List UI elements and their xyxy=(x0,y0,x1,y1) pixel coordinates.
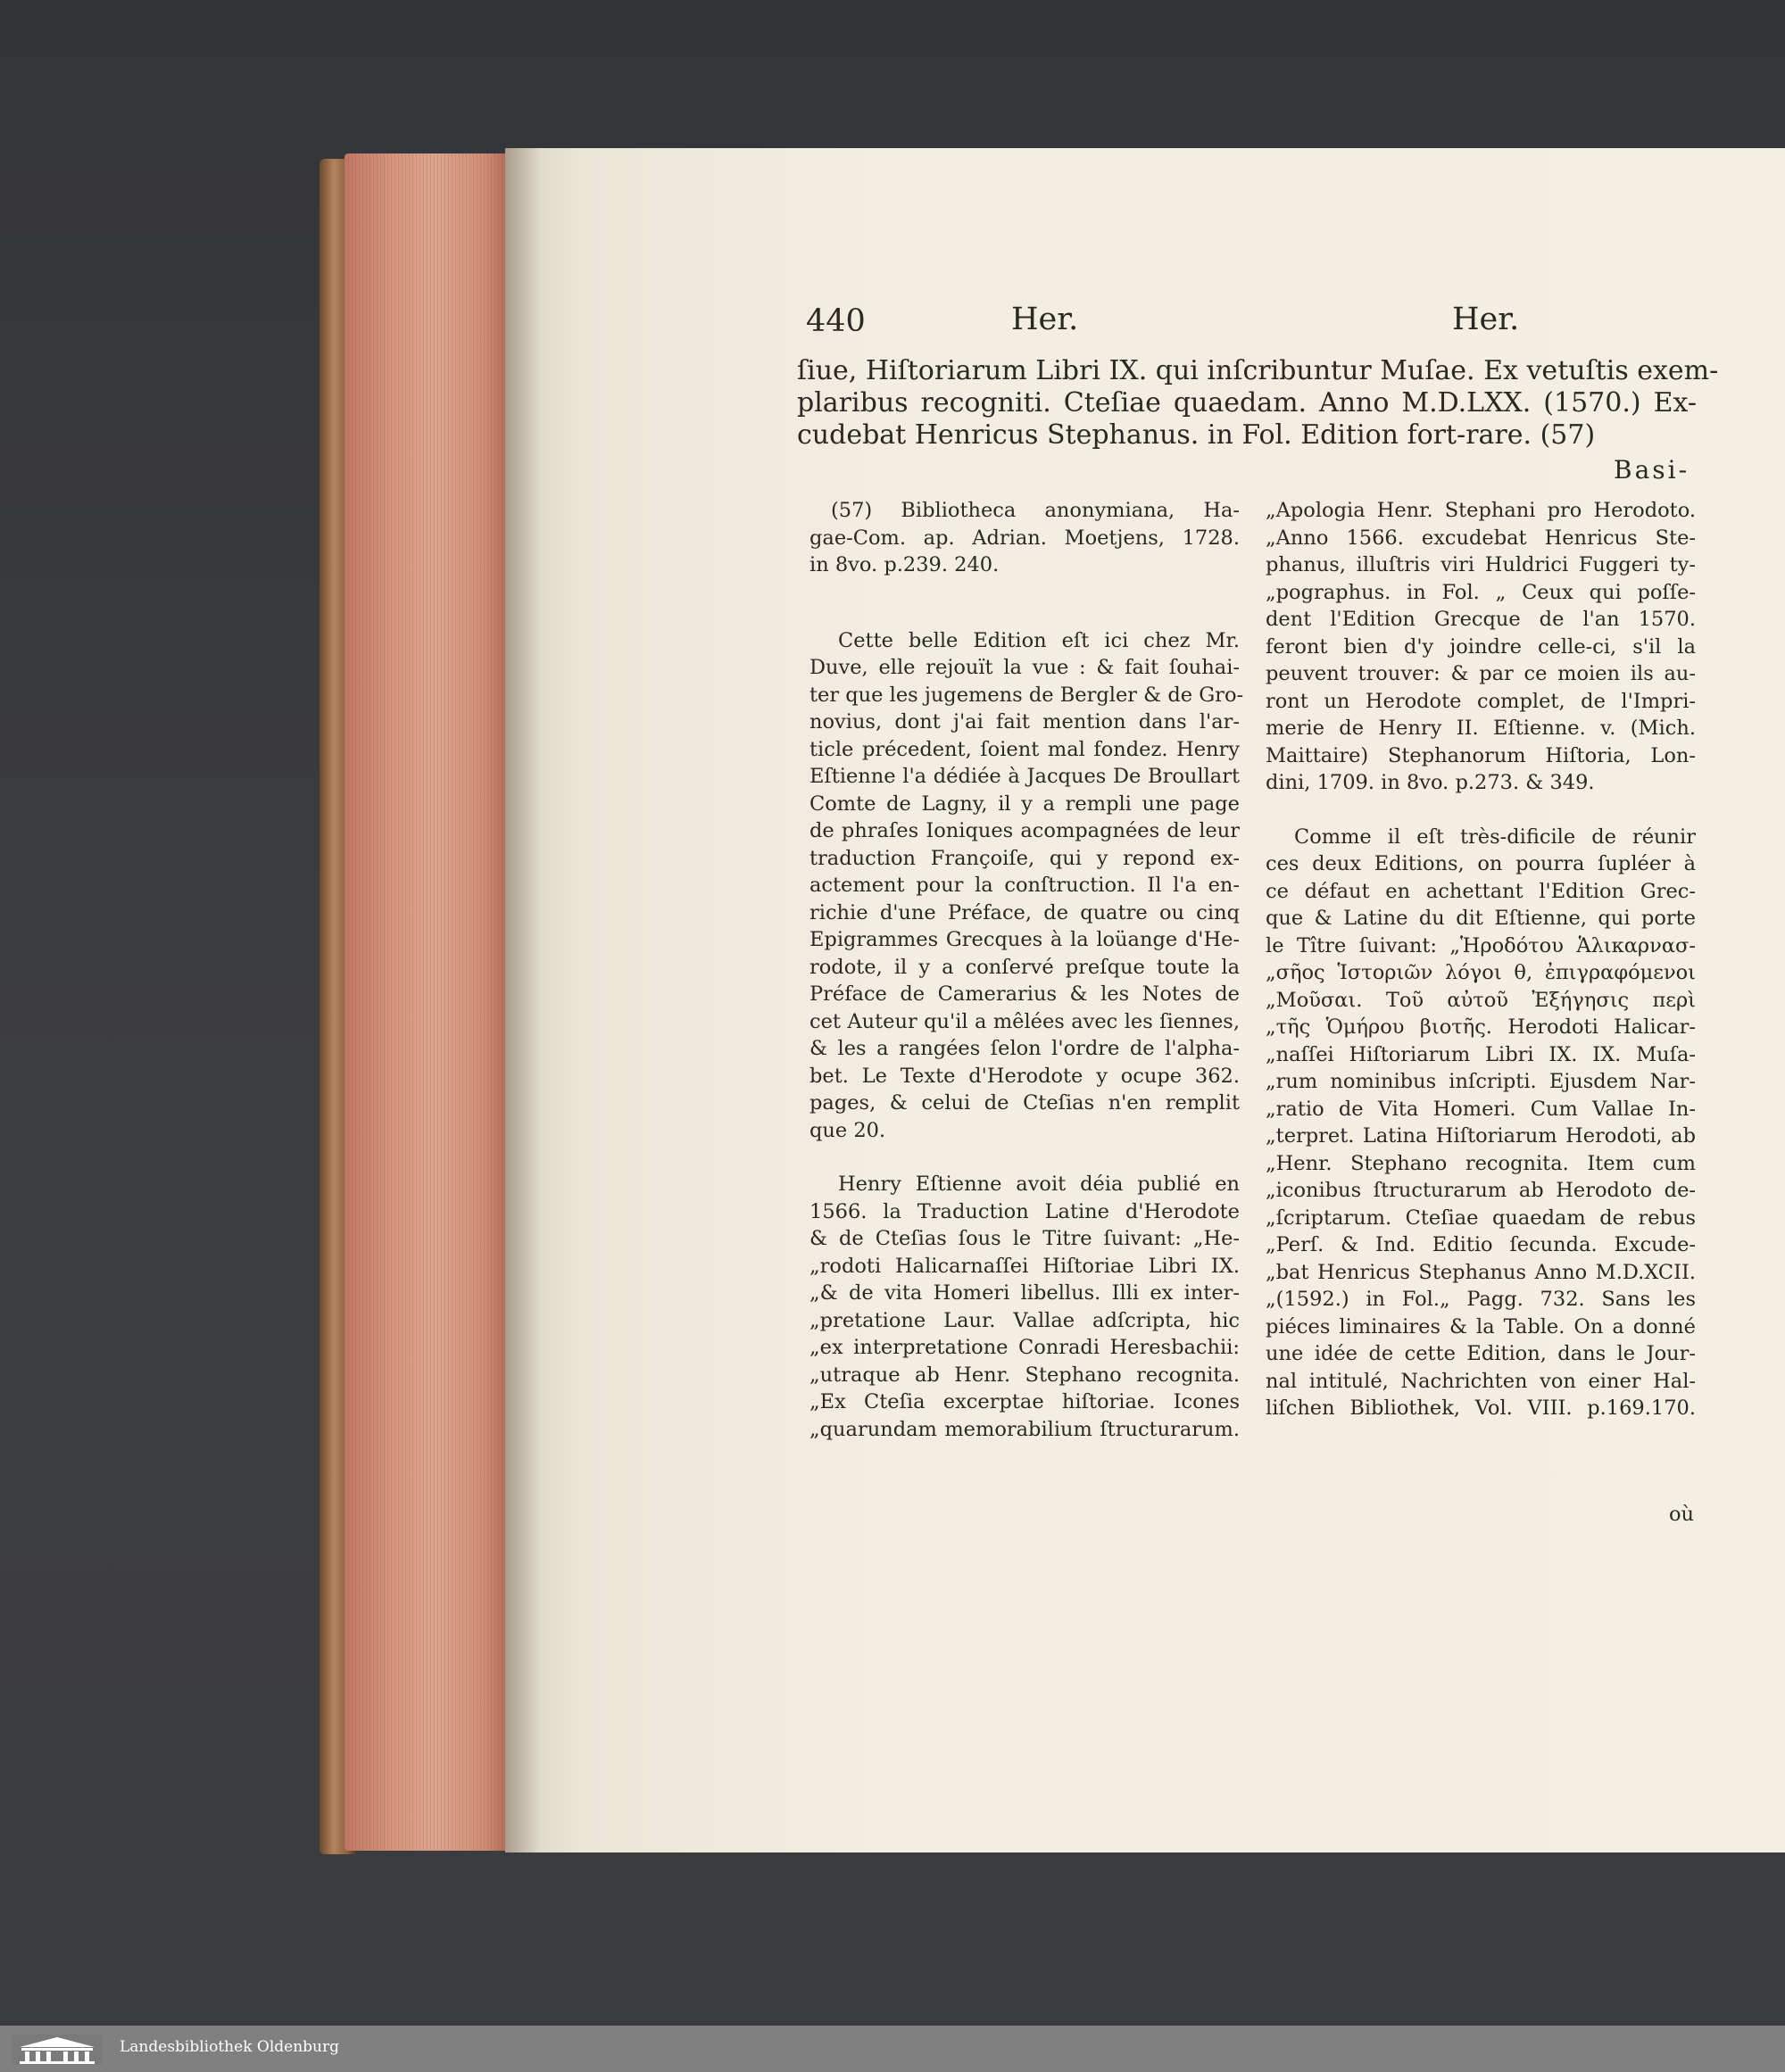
text-line: „iconibus ſtructurarum ab Herodoto de- xyxy=(1266,1179,1696,1202)
text-line: ces deux Editions, on pourra ſupléer à xyxy=(1266,852,1696,875)
text-line: „Anno 1566. excudebat Henricus Ste- xyxy=(1266,526,1696,550)
text-line: „Perſ. & Ind. Editio ſecunda. Excude- xyxy=(1266,1233,1696,1256)
text-line: ticle précedent, ſoient mal fondez. Henry xyxy=(809,737,1240,761)
text-line: „rodoti Halicarnaſſei Hiſtoriae Libri IX. xyxy=(809,1254,1240,1278)
text-line: Epigrammes Grecques à la loüange d'He- xyxy=(809,928,1240,951)
text-line: in 8vo. p.239. 240. xyxy=(809,553,1000,576)
paragraph-gap xyxy=(809,579,1240,604)
text-line: „Μοῦσαι. Τοῦ αὐτοῦ Ἐξήγησις περὶ xyxy=(1266,988,1696,1012)
text-line: merie de Henry II. Eſtienne. v. (Mich. xyxy=(1266,717,1696,740)
text-line: „bat Henricus Stephanus Anno M.D.XCII. xyxy=(1266,1260,1696,1284)
right-column xyxy=(1266,497,1696,1422)
text-line: „& de vita Homeri libellus. Illi ex inter- xyxy=(809,1281,1240,1305)
text-line: „quarundam memorabilium ſtructurarum. xyxy=(809,1417,1240,1441)
text-line: „Ex Cteſia excerptae hiſtoriae. Icones xyxy=(809,1390,1240,1413)
footnote-57 xyxy=(809,497,1240,579)
text-line: „(1592.) in Fol.„ Pagg. 732. Sans les xyxy=(1266,1288,1696,1311)
text-line: le Tître ſuivant: „Ἡροδότου Ἁλικαρνασ- xyxy=(1266,933,1696,957)
text-line: pages, & celui de Cteſias n'en remplit xyxy=(809,1091,1240,1115)
text-line: phanus, illuſtris viri Huldrici Fuggeri ty- xyxy=(1266,553,1696,576)
title-block xyxy=(797,355,1719,452)
running-head-left: Her. xyxy=(1011,302,1079,337)
library-name: Landesbibliothek Oldenburg xyxy=(120,2038,340,2056)
text-line: bet. Le Texte d'Herodote y ocupe 362. xyxy=(809,1064,1240,1088)
text-line: une idée de cette Edition, dans le Jour- xyxy=(1266,1342,1696,1365)
text-line: liſchen Bibliothek, Vol. VIII. p.169.170. xyxy=(1266,1397,1696,1420)
text-line: & les a rangées ſelon l'ordre de l'alpha- xyxy=(809,1037,1240,1060)
text-line: „ex interpretatione Conradi Heresbachii: xyxy=(809,1336,1240,1359)
text-line: 1566. la Traduction Latine d'Herodote xyxy=(809,1199,1240,1223)
text-line: „σῆος Ἱστοριῶν λόγοι θ, ἐπιγραφόμενοι xyxy=(1266,961,1696,984)
text-line: „pretatione Laur. Vallae adſcripta, hic xyxy=(809,1308,1240,1332)
page-gutter-shadow xyxy=(505,148,541,1852)
text-line: „ſcriptarum. Cteſiae quaedam de rebus xyxy=(1266,1206,1696,1230)
text-line: „ratio de Vita Homeri. Cum Vallae In- xyxy=(1266,1097,1696,1121)
text-line: actement pour la conſtruction. Il l'a en- xyxy=(809,874,1240,897)
text-line: gae-Com. ap. Adrian. Moetjens, 1728. xyxy=(809,526,1240,550)
text-line: „rum nominibus inſcripti. Ejusdem Nar- xyxy=(1266,1070,1696,1093)
text-line: traduction Françoiſe, qui y repond ex- xyxy=(809,846,1240,870)
paragraph-gap xyxy=(809,1144,1240,1171)
paragraph-gap xyxy=(809,604,1240,627)
text-line: ront un Herodote complet, de l'Impri- xyxy=(1266,689,1696,713)
text-line: novius, dont j'ai fait mention dans l'ar- xyxy=(809,710,1240,733)
text-line: „Apologia Henr. Stephani pro Herodoto. xyxy=(1266,499,1696,522)
text-line: rodote, il y a conſervé preſque toute la xyxy=(809,955,1240,979)
text-line: „Henr. Stephano recognita. Item cum xyxy=(1266,1151,1696,1175)
left-column xyxy=(809,497,1244,1443)
library-building-icon xyxy=(12,2035,102,2065)
text-line: que 20. xyxy=(809,1118,886,1142)
text-line: piéces liminaires & la Table. On a donné xyxy=(1266,1314,1696,1339)
title-line: ſiue, Hiſtoriarum Libri IX. qui inſcribuntur Muſae. Ex vetuſtis exem- xyxy=(797,355,1719,386)
text-line: „terpret. Latina Hiſtoriarum Herodoti, ab xyxy=(1266,1124,1696,1148)
text-line: „utraque ab Henr. Stephano recognita. xyxy=(809,1363,1240,1387)
text-line: feront bien d'y joindre celle-ci, s'il la xyxy=(1266,634,1696,659)
text-line: „pographus. in Fol. „ Ceux qui poſſe- xyxy=(1266,580,1696,604)
text-line: peuvent trouver: & par ce moien ils au- xyxy=(1266,662,1696,685)
text-line: Comte de Lagny, il y a rempli une page xyxy=(809,792,1240,816)
text-line: Eſtienne l'a dédiée à Jacques De Broullart xyxy=(809,765,1240,788)
page-block-edge xyxy=(345,153,509,1851)
text-line: que & Latine du dit Eſtienne, qui porte xyxy=(1266,907,1696,930)
text-line: cet Auteur qu'il a mêlées avec les ſiennes, xyxy=(809,1009,1240,1033)
text-line: Cette belle Edition eſt ici chez Mr. xyxy=(838,628,1240,652)
running-head-right: Her. xyxy=(1452,302,1520,337)
paragraph xyxy=(1266,497,1696,797)
text-line: & de Cteſias ſous le Titre ſuivant: „He- xyxy=(809,1227,1240,1250)
text-line: dent l'Edition Grecque de l'an 1570. xyxy=(1266,608,1696,631)
text-line: (57) Bibliotheca anonymiana, Ha- xyxy=(831,499,1240,522)
text-line: de phraſes Ioniques acompagnées de leur xyxy=(809,819,1240,842)
paragraph xyxy=(1266,824,1696,1422)
text-line: „τῆς Ὁμήρου βιοτῆς. Herodoti Halicar- xyxy=(1266,1015,1696,1039)
title-line: cudebat Henricus Stephanus. in Fol. Edition fort-rare. (57) xyxy=(797,419,1596,451)
text-line: Duve, elle rejouït la vue : & fait ſouhai- xyxy=(809,656,1240,679)
text-line: ter que les jugemens de Bergler & de Gro- xyxy=(809,683,1244,707)
text-line: Préface de Camerarius & les Notes de xyxy=(809,982,1240,1006)
text-line: dini, 1709. in 8vo. p.273. & 349. xyxy=(1266,771,1595,794)
text-line: richie d'une Préface, de quatre ou cinq xyxy=(809,900,1240,924)
text-line: Henry Eſtienne avoit déia publié en xyxy=(838,1173,1240,1196)
paragraph xyxy=(809,1171,1240,1443)
page-number: 440 xyxy=(806,303,866,339)
text-line: nal intitulé, Nachrichten von einer Hal- xyxy=(1266,1369,1696,1393)
paragraph-gap xyxy=(1266,797,1696,824)
footer-bar xyxy=(0,2026,1785,2072)
text-line: Maittaire) Stephanorum Hiſtoria, Lon- xyxy=(1266,743,1696,767)
text-line: ce défaut en achettant l'Edition Grec- xyxy=(1266,879,1696,903)
catchword-bottom: où xyxy=(1669,1503,1695,1526)
text-line: „naſſei Hiſtoriarum Libri IX. IX. Muſa- xyxy=(1266,1042,1696,1066)
text-line: Comme il eſt très-dificile de réunir xyxy=(1294,825,1696,849)
catchword-top: Basi- xyxy=(1614,455,1690,485)
title-line: plaribus recogniti. Cteſiae quaedam. Anno M.D.LXX. (1570.) Ex- xyxy=(797,387,1697,419)
paragraph xyxy=(809,627,1244,1145)
